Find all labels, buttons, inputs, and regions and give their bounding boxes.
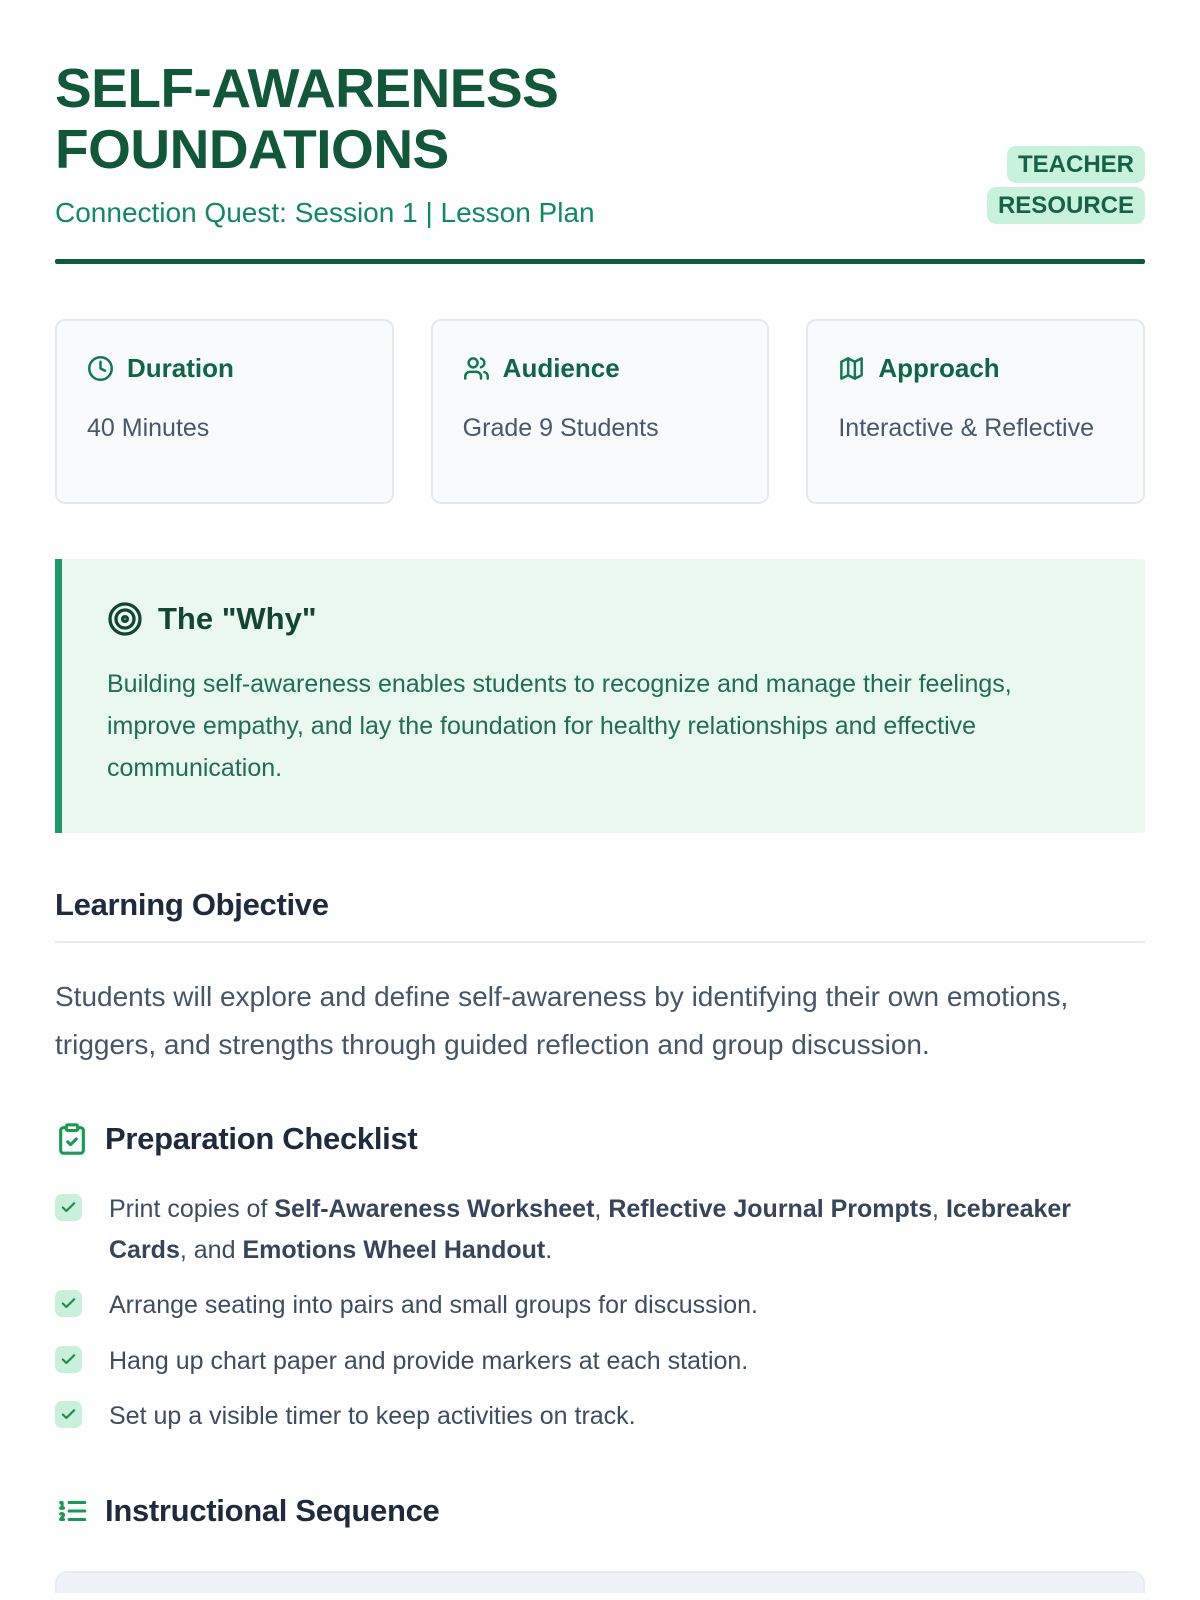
- duration-card-header: [87, 353, 362, 384]
- preparation-checklist: [55, 1189, 1145, 1437]
- info-cards-row: [55, 319, 1145, 504]
- checklist-item-text: Arrange seating into pairs and small groups for discussion.: [109, 1291, 758, 1320]
- checklist-item-text: Hang up chart paper and provide markers at each station.: [109, 1346, 749, 1375]
- audience-card-header: [463, 353, 738, 384]
- audience-label: Audience: [502, 353, 620, 383]
- checklist-item: [55, 1285, 1145, 1326]
- checklist-item: [55, 1341, 1145, 1382]
- check-icon: [55, 1346, 82, 1373]
- preparation-checklist-heading: Preparation Checklist: [105, 1121, 418, 1157]
- why-callout: [55, 559, 1145, 833]
- check-icon: [55, 1194, 82, 1221]
- checklist-item-text: Print copies of Self-Awareness Worksheet, Reflective Journal Prompts, Icebreaker Cards, and Emotions Wheel Handout.: [109, 1195, 1072, 1264]
- header: [55, 58, 1145, 229]
- list-ordered-icon: [55, 1494, 89, 1528]
- duration-card: [55, 319, 394, 504]
- check-icon: [55, 1290, 82, 1317]
- why-body-text: Building self-awareness enables students to recognize and manage their feelings, improve empathy, and lay the foundation for healthy relationships and effective communication.: [107, 670, 1012, 782]
- learning-objective-text: Students will explore and define self-awareness by identifying their own emotions, triggers, and strengths through guided reflection and group discussion.: [55, 981, 1069, 1061]
- checklist-item-text: Set up a visible timer to keep activities on track.: [109, 1402, 636, 1431]
- teacher-resource-badge: TEACHER RESOURCE: [987, 146, 1145, 224]
- clock-icon: [87, 355, 114, 382]
- approach-value: Interactive & Reflective: [838, 414, 1095, 442]
- preparation-checklist-header: [55, 1121, 1145, 1157]
- users-icon: [463, 355, 490, 382]
- header-text-block: [55, 58, 815, 229]
- map-icon: [838, 355, 865, 382]
- checklist-item: [55, 1189, 1145, 1270]
- check-icon: [55, 1401, 82, 1428]
- approach-card: [806, 319, 1145, 504]
- why-title: The "Why": [158, 601, 317, 636]
- instructional-sequence-heading: Instructional Sequence: [105, 1492, 440, 1528]
- header-divider: [55, 259, 1145, 264]
- page-subtitle: Connection Quest: Session 1 | Lesson Plan: [55, 197, 595, 228]
- duration-value: 40 Minutes: [87, 414, 210, 442]
- page-title: SELF-AWARENESS FOUNDATIONS: [55, 57, 559, 180]
- approach-card-header: [838, 353, 1113, 384]
- duration-label: Duration: [127, 353, 234, 383]
- audience-value: Grade 9 Students: [462, 414, 659, 442]
- instructional-sequence-section: [55, 1493, 1145, 1593]
- learning-objective-heading: Learning Objective: [55, 887, 1145, 943]
- learning-objective-section: [55, 887, 1145, 1069]
- target-icon: [107, 601, 143, 637]
- badge-container: [973, 145, 1145, 227]
- sequence-step-card-top: [55, 1571, 1145, 1593]
- checklist-item: [55, 1396, 1145, 1437]
- clipboard-check-icon: [55, 1122, 89, 1156]
- preparation-checklist-section: [55, 1121, 1145, 1437]
- approach-label: Approach: [878, 353, 1000, 383]
- instructional-sequence-header: [55, 1493, 1145, 1529]
- why-header: [107, 601, 1100, 637]
- audience-card: [431, 319, 770, 504]
